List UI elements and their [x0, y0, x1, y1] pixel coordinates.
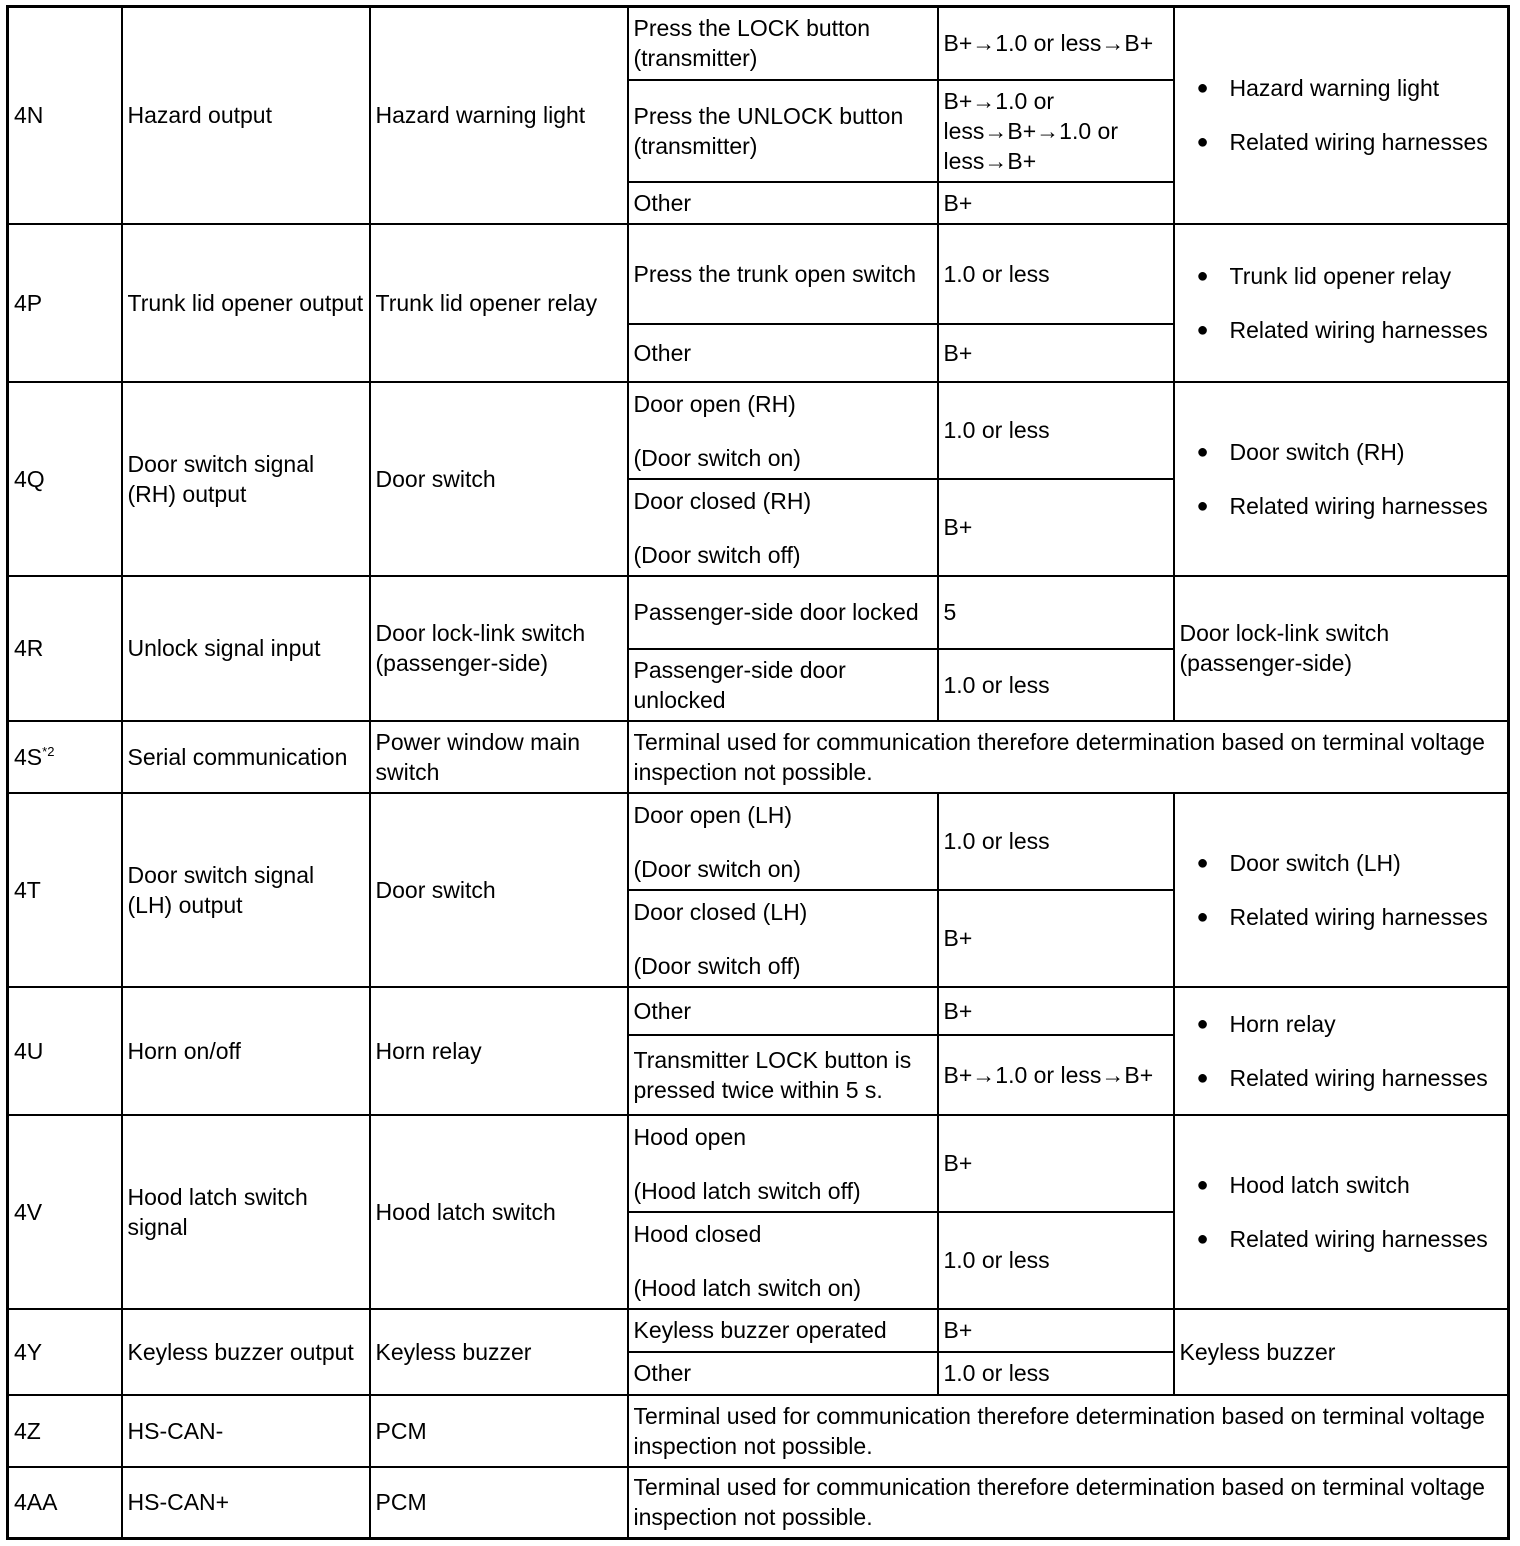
condition-line: Door closed (LH) [633, 898, 808, 925]
table-row-4T [8, 793, 1509, 890]
list-item: ● Horn relay [1230, 1009, 1503, 1039]
table-row-4Y [8, 1309, 1509, 1352]
table-row-4U [8, 987, 1509, 1035]
condition-line: Door open (RH) [633, 390, 796, 417]
condition-cell [628, 382, 938, 479]
inspection-list [1180, 73, 1503, 157]
inspection-cell [1174, 987, 1509, 1115]
terminal-cell: 4P [8, 224, 122, 382]
condition-line: (Door switch off) [633, 541, 801, 568]
table-row-4R [8, 576, 1509, 649]
table-row-4V [8, 1115, 1509, 1212]
terminal-cell [8, 721, 122, 793]
voltage-cell: B+ [938, 987, 1174, 1035]
condition-line: Hood open [633, 1123, 747, 1150]
inspection-cell [1174, 7, 1509, 224]
list-item: ● Related wiring harnesses [1230, 902, 1503, 932]
voltage-cell: B+ [938, 1115, 1174, 1212]
table-row-4N [8, 7, 1509, 80]
connected-cell: Keyless buzzer [370, 1309, 628, 1395]
condition-line: (Door switch off) [633, 952, 801, 979]
list-item: ● Related wiring harnesses [1230, 491, 1503, 521]
signal-cell: Horn on/off [122, 987, 370, 1115]
inspection-cell: Keyless buzzer [1174, 1309, 1509, 1395]
inspection-list [1180, 261, 1503, 345]
connected-cell: Door switch [370, 793, 628, 987]
voltage-cell: 1.0 or less [938, 382, 1174, 479]
connected-cell: Horn relay [370, 987, 628, 1115]
condition-cell: Keyless buzzer operated [628, 1309, 938, 1352]
table-row-4P [8, 224, 1509, 324]
condition-cell [628, 890, 938, 987]
inspection-cell [1174, 1115, 1509, 1309]
signal-cell: Door switch signal (RH) output [122, 382, 370, 576]
terminal-cell: 4V [8, 1115, 122, 1309]
connected-cell: Hood latch switch [370, 1115, 628, 1309]
signal-cell: Serial communication [122, 721, 370, 793]
voltage-cell: 1.0 or less [938, 1352, 1174, 1395]
signal-cell: Keyless buzzer output [122, 1309, 370, 1395]
condition-line: Door closed (RH) [633, 487, 812, 514]
signal-cell: Door switch signal (LH) output [122, 793, 370, 987]
condition-cell: Passenger-side door locked [628, 576, 938, 649]
inspection-list [1180, 437, 1503, 521]
terminal-cell: 4Q [8, 382, 122, 576]
connected-cell: PCM [370, 1467, 628, 1539]
connected-cell: Door lock-link switch (passenger-side) [370, 576, 628, 721]
signal-cell: HS-CAN+ [122, 1467, 370, 1539]
condition-cell [628, 1115, 938, 1212]
connected-cell: Power window main switch [370, 721, 628, 793]
terminal-cell: 4T [8, 793, 122, 987]
condition-cell: Other [628, 1352, 938, 1395]
condition-cell: Transmitter LOCK button is pressed twice within 5 s. [628, 1035, 938, 1115]
note-cell: Terminal used for communication therefore determination based on terminal voltage inspection not possible. [628, 1395, 1509, 1467]
list-item: ● Related wiring harnesses [1230, 127, 1503, 157]
voltage-cell: 1.0 or less [938, 649, 1174, 721]
voltage-cell: B+ [938, 890, 1174, 987]
terminal-cell: 4Y [8, 1309, 122, 1395]
condition-cell: Press the UNLOCK button (transmitter) [628, 80, 938, 182]
signal-cell: Unlock signal input [122, 576, 370, 721]
list-item: ● Related wiring harnesses [1230, 1224, 1503, 1254]
condition-cell: Press the trunk open switch [628, 224, 938, 324]
voltage-cell: 1.0 or less [938, 1212, 1174, 1309]
list-item: ● Trunk lid opener relay [1230, 261, 1503, 291]
voltage-cell: B+→1.0 or less→B+ [938, 1035, 1174, 1115]
condition-line: Hood closed [633, 1220, 762, 1247]
terminal-cell: 4N [8, 7, 122, 224]
terminal-voltage-table [6, 5, 1510, 1540]
inspection-list [1180, 1170, 1503, 1254]
inspection-list [1180, 848, 1503, 932]
condition-cell: Other [628, 182, 938, 224]
list-item: ● Hood latch switch [1230, 1170, 1503, 1200]
inspection-cell [1174, 382, 1509, 576]
voltage-cell: 1.0 or less [938, 793, 1174, 890]
condition-line: (Door switch on) [633, 444, 801, 471]
inspection-cell [1174, 793, 1509, 987]
voltage-cell: B+ [938, 182, 1174, 224]
voltage-cell: 5 [938, 576, 1174, 649]
signal-cell: Trunk lid opener output [122, 224, 370, 382]
inspection-list [1180, 1009, 1503, 1093]
table-row-4S [8, 721, 1509, 793]
condition-cell [628, 793, 938, 890]
condition-line: (Hood latch switch on) [633, 1274, 862, 1301]
table-row-4AA [8, 1467, 1509, 1539]
list-item: ● Door switch (LH) [1230, 848, 1503, 878]
terminal-cell: 4AA [8, 1467, 122, 1539]
condition-cell: Press the LOCK button (transmitter) [628, 7, 938, 80]
condition-line: Door open (LH) [633, 801, 793, 828]
footnote-marker: *2 [42, 743, 55, 759]
terminal-cell: 4R [8, 576, 122, 721]
inspection-cell: Door lock-link switch (passenger-side) [1174, 576, 1509, 721]
terminal-cell: 4Z [8, 1395, 122, 1467]
terminal-label: 4S [14, 743, 43, 770]
voltage-cell: B+→1.0 or less→B+ [938, 7, 1174, 80]
connected-cell: Door switch [370, 382, 628, 576]
list-item: ● Related wiring harnesses [1230, 1063, 1503, 1093]
condition-line: (Hood latch switch off) [633, 1177, 861, 1204]
condition-cell: Other [628, 324, 938, 382]
signal-cell: Hazard output [122, 7, 370, 224]
list-item: ● Door switch (RH) [1230, 437, 1503, 467]
signal-cell: HS-CAN- [122, 1395, 370, 1467]
connected-cell: PCM [370, 1395, 628, 1467]
table-row-4Z [8, 1395, 1509, 1467]
voltage-cell: B+ [938, 324, 1174, 382]
condition-cell: Other [628, 987, 938, 1035]
voltage-cell: B+→1.0 or less→B+→1.0 or less→B+ [938, 80, 1174, 182]
note-cell: Terminal used for communication therefore determination based on terminal voltage inspection not possible. [628, 721, 1509, 793]
voltage-cell: 1.0 or less [938, 224, 1174, 324]
condition-line: (Door switch on) [633, 855, 801, 882]
signal-cell: Hood latch switch signal [122, 1115, 370, 1309]
condition-cell: Passenger-side door unlocked [628, 649, 938, 721]
note-cell: Terminal used for communication therefore determination based on terminal voltage inspection not possible. [628, 1467, 1509, 1539]
condition-cell [628, 479, 938, 576]
voltage-cell: B+ [938, 479, 1174, 576]
condition-cell [628, 1212, 938, 1309]
connected-cell: Trunk lid opener relay [370, 224, 628, 382]
inspection-cell [1174, 224, 1509, 382]
list-item: ● Related wiring harnesses [1230, 315, 1503, 345]
list-item: ● Hazard warning light [1230, 73, 1503, 103]
table-row-4Q [8, 382, 1509, 479]
terminal-cell: 4U [8, 987, 122, 1115]
voltage-cell: B+ [938, 1309, 1174, 1352]
connected-cell: Hazard warning light [370, 7, 628, 224]
